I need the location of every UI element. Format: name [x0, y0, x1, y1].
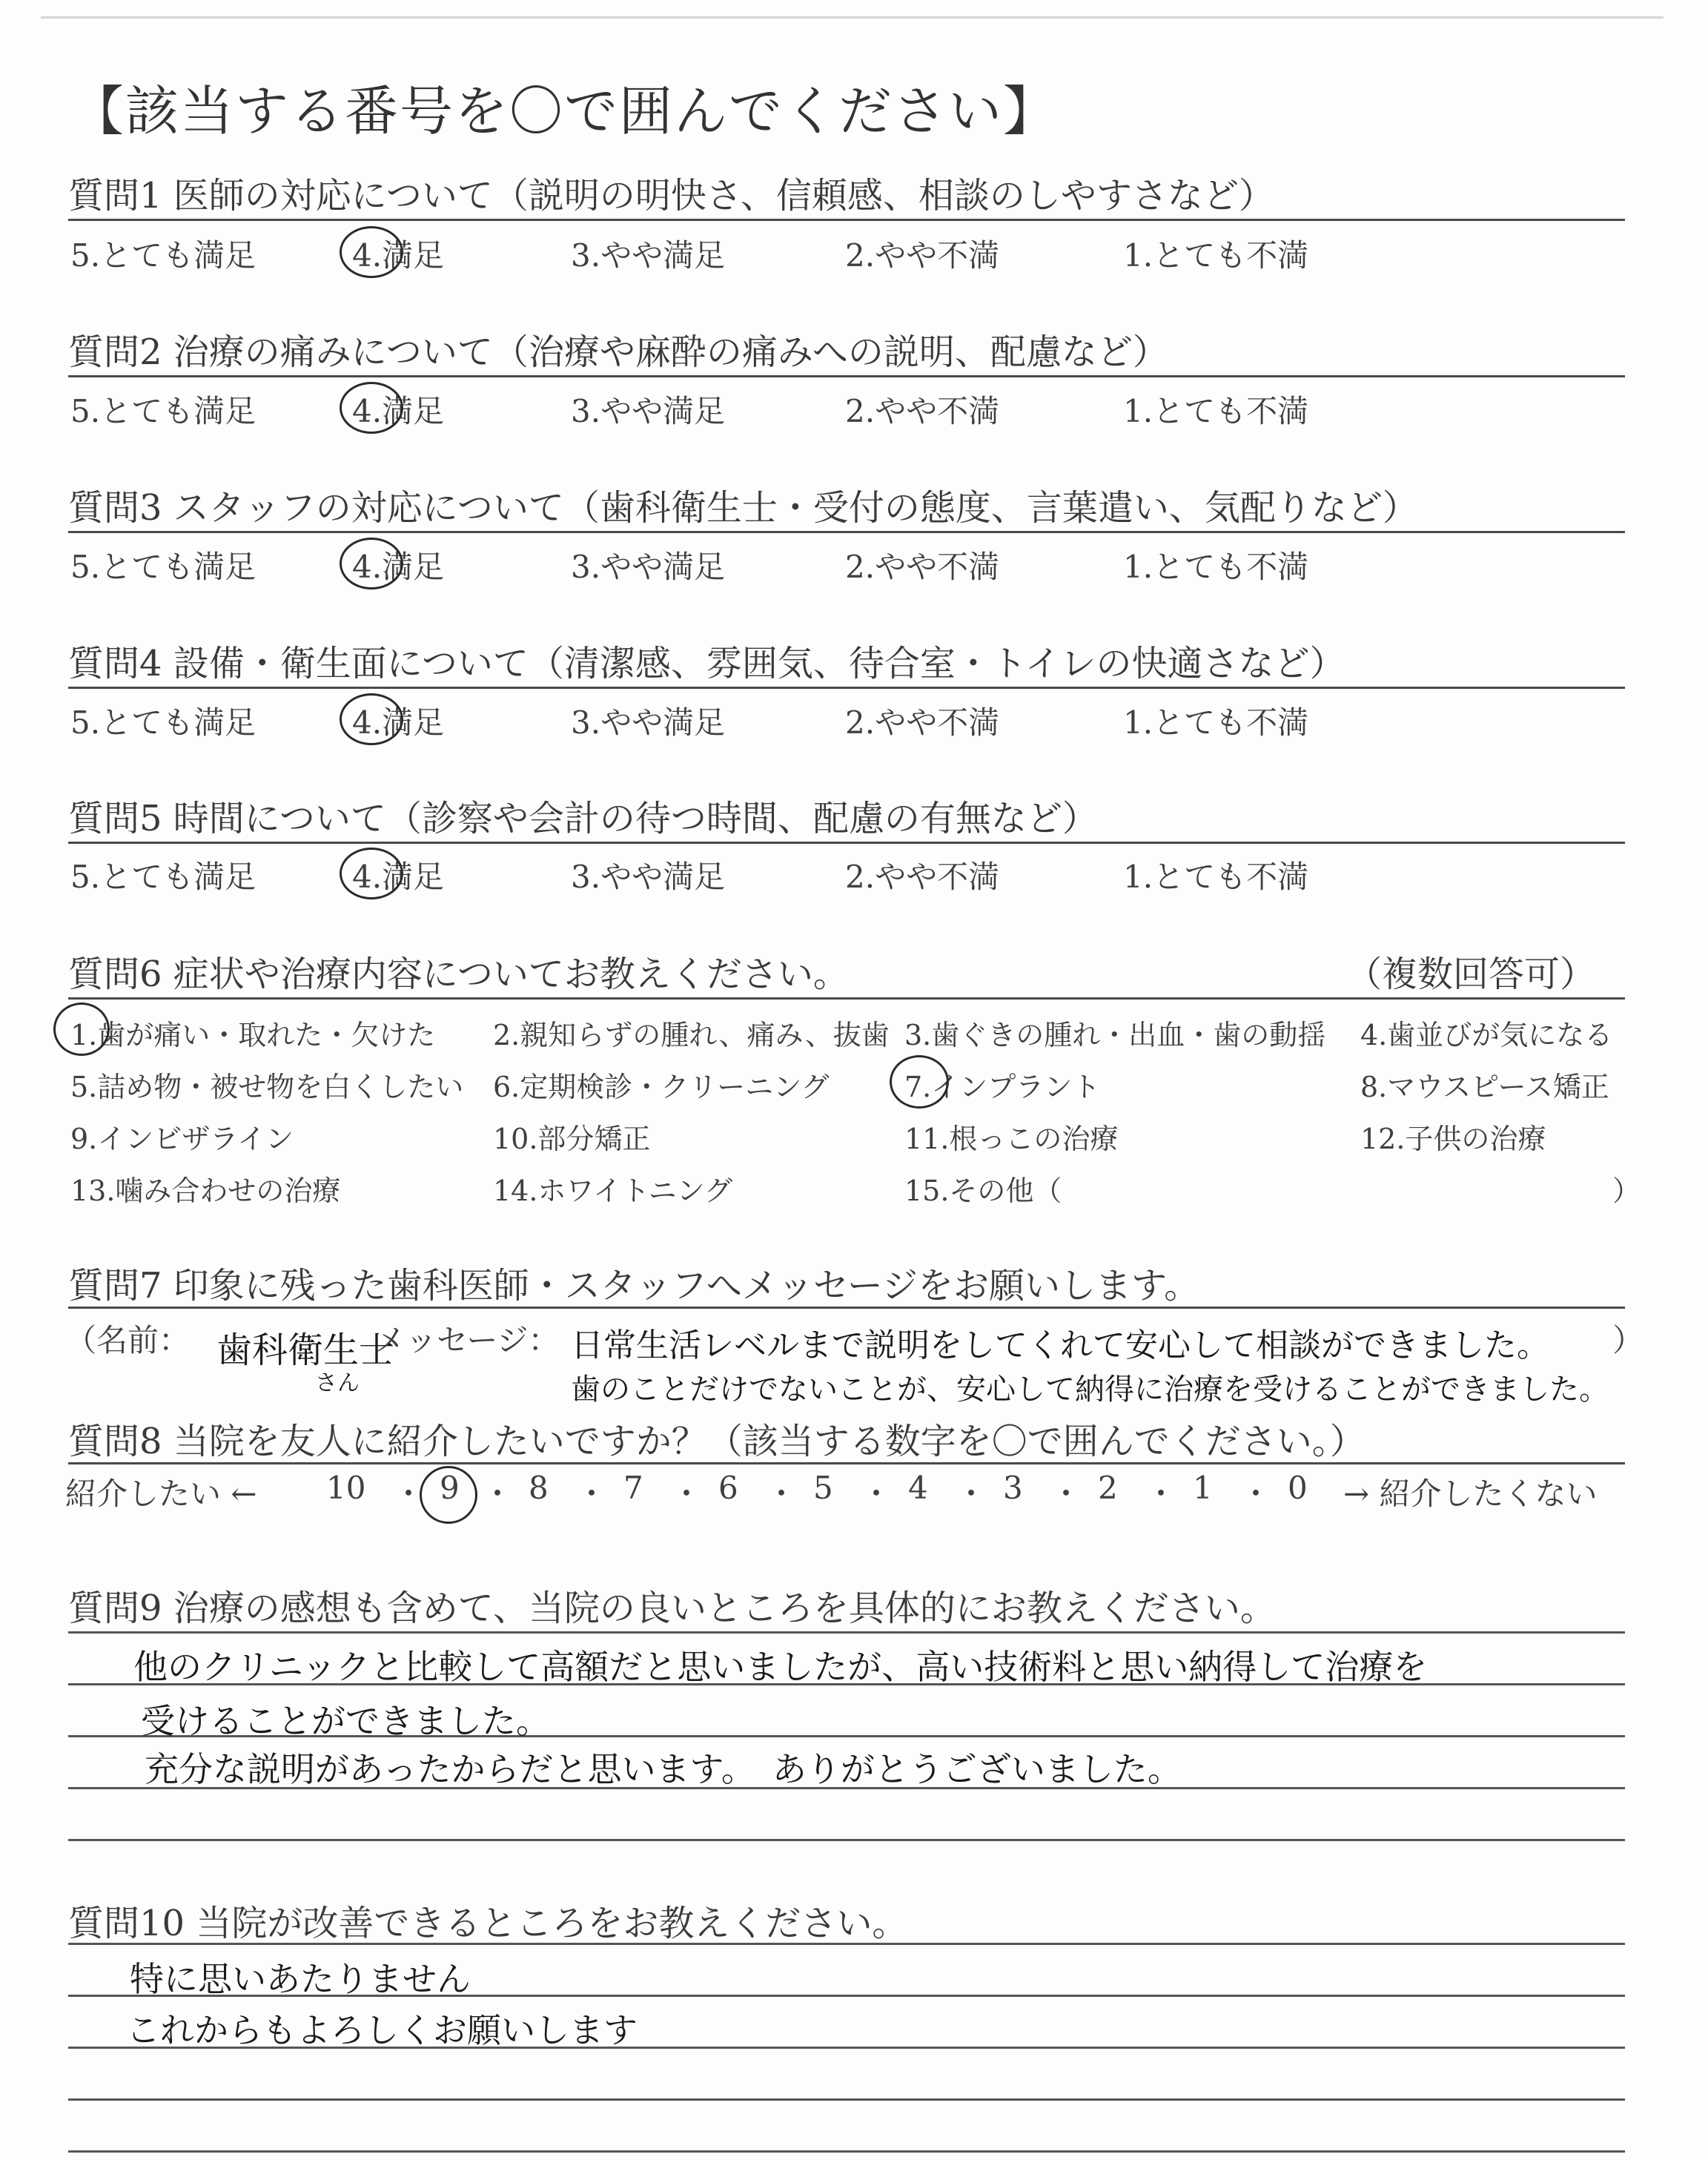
q5-selection-circle	[340, 848, 403, 899]
q6-option-5[interactable]: 5.詰め物・被せ物を白くしたい	[70, 1071, 464, 1103]
question-2-title: 質問2 治療の痛みについて（治療や麻酔の痛みへの説明、配慮など）	[68, 331, 1168, 373]
q6-option-1[interactable]: 1.歯が痛い・取れた・欠けた	[70, 1019, 436, 1051]
q3-option-2[interactable]: 2.やや不満	[845, 549, 1000, 585]
q10-answer-line-1[interactable]: 特に思いあたりません	[130, 1959, 471, 1999]
q7-name-suffix: さん	[315, 1370, 360, 1396]
q4-option-3[interactable]: 3.やや満足	[571, 704, 726, 741]
q5-option-5[interactable]: 5.とても満足	[70, 859, 256, 895]
q2-option-1[interactable]: 1.とても不満	[1123, 393, 1309, 429]
q2-selection-circle	[340, 382, 403, 434]
q7-name-label: （名前：	[65, 1322, 191, 1358]
q6-option-9[interactable]: 9.インビザライン	[70, 1123, 294, 1155]
q9-line-1	[68, 1631, 1625, 1634]
q1-option-1[interactable]: 1.とても不満	[1123, 237, 1309, 274]
q8-scale-1[interactable]: 1	[1193, 1470, 1213, 1506]
q1-option-3[interactable]: 3.やや満足	[571, 237, 726, 274]
q6-option-15[interactable]: 15.その他（	[904, 1175, 1062, 1207]
question-5-rule	[68, 842, 1625, 844]
question-4-rule	[68, 687, 1625, 689]
q3-option-5[interactable]: 5.とても満足	[70, 549, 256, 585]
q8-right-label: → 紹介したくない	[1343, 1476, 1598, 1512]
q8-sep: ・	[861, 1476, 893, 1512]
q8-sep: ・	[1050, 1476, 1082, 1512]
question-8-title: 質問8 当院を友人に紹介したいですか？（該当する数字を〇で囲んでください。）	[68, 1421, 1366, 1462]
q5-option-1[interactable]: 1.とても不満	[1123, 859, 1309, 895]
q10-line-4	[68, 2098, 1625, 2101]
q8-scale-6[interactable]: 6	[718, 1470, 738, 1506]
q8-sep: ・	[576, 1476, 608, 1512]
question-6-note: （複数回答可）	[1345, 954, 1595, 995]
q6-option-8[interactable]: 8.マウスピース矯正	[1360, 1071, 1609, 1103]
q8-selection-circle	[420, 1466, 477, 1524]
q6-selection-circle-1	[53, 1003, 110, 1056]
q8-scale-5[interactable]: 5	[813, 1470, 833, 1506]
q5-option-3[interactable]: 3.やや満足	[571, 859, 726, 895]
q8-sep: ・	[766, 1476, 798, 1512]
q2-option-4[interactable]: 4.満足	[352, 393, 445, 429]
q8-scale-7[interactable]: 7	[623, 1470, 643, 1506]
question-8-rule	[68, 1462, 1625, 1464]
q4-option-4[interactable]: 4.満足	[352, 704, 445, 741]
q10-line-5	[68, 2150, 1625, 2153]
q1-option-2[interactable]: 2.やや不満	[845, 237, 1000, 274]
q4-option-1[interactable]: 1.とても不満	[1123, 704, 1309, 741]
q6-option-13[interactable]: 13.噛み合わせの治療	[70, 1175, 341, 1207]
question-2-rule	[68, 375, 1625, 377]
question-6-title: 質問6 症状や治療内容についてお教えください。	[68, 954, 849, 995]
q1-selection-circle	[340, 226, 403, 278]
q6-option-14[interactable]: 14.ホワイトニング	[493, 1175, 733, 1207]
question-10-title: 質問10 当院が改善できるところをお教えください。	[68, 1903, 908, 1944]
q9-answer-line-1[interactable]: 他のクリニックと比較して高額だと思いましたが、高い技術料と思い納得して治療を	[133, 1647, 1428, 1687]
q6-option-7[interactable]: 7.インプラント	[904, 1071, 1101, 1103]
q8-sep: ・	[671, 1476, 703, 1512]
q7-close: ）	[1612, 1322, 1644, 1358]
q9-line-5	[68, 1839, 1625, 1841]
q10-line-1	[68, 1943, 1625, 1945]
q5-option-4[interactable]: 4.満足	[352, 859, 445, 895]
q2-option-2[interactable]: 2.やや不満	[845, 393, 1000, 429]
q1-option-4[interactable]: 4.満足	[352, 237, 445, 274]
page-title: 【該当する番号を〇で囲んでください】	[70, 80, 1059, 142]
q3-selection-circle	[340, 538, 403, 589]
q8-sep: ・	[482, 1476, 514, 1512]
q6-option-12[interactable]: 12.子供の治療	[1360, 1123, 1546, 1155]
question-3-rule	[68, 531, 1625, 533]
q8-sep: ・	[956, 1476, 987, 1512]
q4-selection-circle	[340, 693, 403, 745]
q2-option-3[interactable]: 3.やや満足	[571, 393, 726, 429]
q3-option-4[interactable]: 4.満足	[352, 549, 445, 585]
q6-option-4[interactable]: 4.歯並びが気になる	[1360, 1019, 1613, 1051]
q9-answer-line-3[interactable]: 充分な説明があったからだと思います。 ありがとうございました。	[145, 1749, 1182, 1789]
question-7-title: 質問7 印象に残った歯科医師・スタッフへメッセージをお願いします。	[68, 1265, 1200, 1307]
q4-option-2[interactable]: 2.やや不満	[845, 704, 1000, 741]
q1-option-5[interactable]: 5.とても満足	[70, 237, 256, 274]
q4-option-5[interactable]: 5.とても満足	[70, 704, 256, 741]
q8-scale-0[interactable]: 0	[1288, 1470, 1308, 1506]
q5-option-2[interactable]: 2.やや不満	[845, 859, 1000, 895]
q7-message-line-1[interactable]: 日常生活レベルまで説明をしてくれて安心して相談ができました。	[571, 1327, 1549, 1364]
q8-scale-9[interactable]: 9	[440, 1470, 460, 1506]
question-9-title: 質問9 治療の感想も含めて、当院の良いところを具体的にお教えください。	[68, 1588, 1276, 1629]
q8-left-label: 紹介したい ←	[65, 1476, 257, 1512]
question-7-rule	[68, 1307, 1625, 1309]
q6-option-6[interactable]: 6.定期検診・クリーニング	[493, 1071, 830, 1103]
q8-scale-4[interactable]: 4	[908, 1470, 928, 1506]
q9-answer-line-2[interactable]: 受けることができました。	[141, 1701, 550, 1741]
question-6-rule	[68, 997, 1625, 1000]
question-1-title: 質問1 医師の対応について（説明の明快さ、信頼感、相談のしやすさなど）	[68, 175, 1274, 217]
q2-option-5[interactable]: 5.とても満足	[70, 393, 256, 429]
q3-option-3[interactable]: 3.やや満足	[571, 549, 726, 585]
q8-sep: ・	[1145, 1476, 1177, 1512]
q3-option-1[interactable]: 1.とても不満	[1123, 549, 1309, 585]
question-3-title: 質問3 スタッフの対応について（歯科衛生士・受付の態度、言葉遣い、気配りなど）	[68, 487, 1418, 529]
q6-option-10[interactable]: 10.部分矯正	[493, 1123, 651, 1155]
q8-scale-3[interactable]: 3	[1003, 1470, 1023, 1506]
q10-answer-line-2[interactable]: これからもよろしくお願いします	[126, 2010, 638, 2050]
q6-option-3[interactable]: 3.歯ぐきの腫れ・出血・歯の動揺	[904, 1019, 1326, 1051]
q6-option-11[interactable]: 11.根っこの治療	[904, 1123, 1119, 1155]
question-5-title: 質問5 時間について（診察や会計の待つ時間、配慮の有無など）	[68, 798, 1098, 839]
q8-scale-8[interactable]: 8	[529, 1470, 549, 1506]
q7-message-label: メッセージ：	[374, 1322, 560, 1358]
q8-scale-10[interactable]: 10	[326, 1470, 366, 1506]
q7-message-line-2[interactable]: 歯のことだけでないことが、安心して納得に治療を受けることができました。	[571, 1373, 1609, 1407]
q7-name-value[interactable]: 歯科衛生士	[216, 1330, 395, 1371]
q6-selection-circle-7	[890, 1055, 949, 1109]
q8-sep: ・	[393, 1476, 425, 1512]
question-1-rule	[68, 219, 1625, 221]
q8-scale-2[interactable]: 2	[1098, 1470, 1118, 1506]
q8-sep: ・	[1240, 1476, 1272, 1512]
question-4-title: 質問4 設備・衛生面について（清潔感、雰囲気、待合室・トイレの快適さなど）	[68, 643, 1345, 684]
q6-option-2[interactable]: 2.親知らずの腫れ、痛み、抜歯	[493, 1019, 890, 1051]
top-border	[41, 16, 1664, 19]
q6-other-close: ）	[1612, 1175, 1641, 1207]
